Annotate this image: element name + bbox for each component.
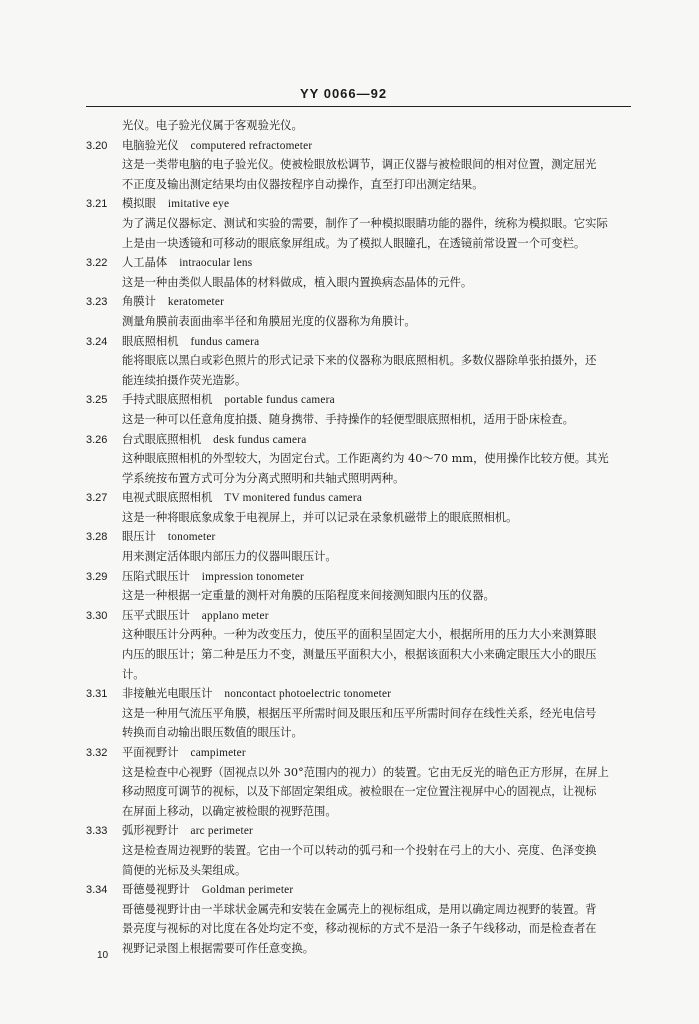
paragraph-text: 为了满足仪器标定、测试和实验的需要，制作了一种模拟眼睛功能的器件，统称为模拟眼。它实际 — [122, 216, 608, 230]
paragraph-text: 测量角膜前表面曲率半径和角膜屈光度的仪器称为角膜计。 — [122, 314, 416, 328]
term-english: computered refractometer — [190, 139, 313, 152]
paragraph-text: 这种眼底照相机的外型较大，为固定台式。工作距离约为 40～70 mm，使用操作比较方便。其光 — [122, 452, 609, 466]
term-english: noncontact photoelectric tonometer — [224, 688, 392, 701]
term-english: keratometer — [167, 296, 225, 309]
paragraph-text: 这种眼压计分两种。一种为改变压力，使压平的面积呈固定大小，根据所用的压力大小来测算眼 — [122, 628, 597, 642]
text-line — [86, 214, 646, 234]
term-chinese: 人工晶体 — [122, 256, 168, 270]
paragraph-text: 这是一种由类似人眼晶体的材料做成，植入眼内置换病态晶体的元件。 — [122, 275, 473, 289]
text-line — [86, 763, 646, 783]
term-english: Goldman perimeter — [201, 884, 294, 897]
term-english: fundus camera — [190, 335, 260, 348]
clause-number: 3.27 — [86, 492, 108, 505]
paragraph-text: 光仪。电子验光仪属于客观验光仪。 — [122, 119, 303, 132]
clause-number: 3.25 — [86, 394, 108, 407]
term-english: intraocular lens — [179, 257, 253, 270]
text-line — [86, 586, 646, 606]
paragraph-text: 哥德曼视野计由一半球状金属壳和安装在金属壳上的视标组成，是用以确定周边视野的装置。背 — [122, 902, 597, 916]
header-rule — [86, 106, 631, 107]
text-line — [86, 547, 646, 567]
text-line — [86, 312, 646, 332]
text-line — [86, 861, 646, 881]
text-line — [86, 508, 646, 528]
term-english: tonometer — [167, 531, 216, 544]
term-heading-line — [86, 253, 646, 273]
term-chinese: 角膜计 — [122, 295, 156, 309]
text-line — [86, 273, 646, 293]
clause-number: 3.21 — [86, 198, 108, 211]
clause-number: 3.29 — [86, 570, 108, 583]
text-line — [86, 410, 646, 430]
clause-number: 3.26 — [86, 433, 108, 446]
term-english: campimeter — [190, 747, 246, 759]
term-chinese: 平面视野计 — [122, 746, 179, 759]
text-line — [86, 469, 646, 489]
term-heading-line — [86, 527, 646, 547]
term-english: desk fundus camera — [213, 433, 307, 446]
text-line — [86, 723, 646, 743]
paragraph-text: 景亮度与视标的对比度在各处均定不变，移动视标的方式不是沿一条子午线移动，而是检查者在 — [122, 922, 597, 936]
paragraph-text: 转换而自动输出眼压数值的眼压计。 — [122, 726, 303, 740]
paragraph-text: 这是一种根据一定重量的测杆对角膜的压陷程度来间接测知眼内压的仪器。 — [122, 589, 495, 603]
text-line — [86, 704, 646, 724]
paragraph-text: 内压的眼压计；第二种是压力不变，测量压平面积大小，根据该面积大小来确定眼压大小的眼压 — [122, 648, 597, 662]
paragraph-text: 这是检查中心视野（固视点以外 30°范围内的视力）的装置。它由无反光的暗色正方形屏，在屏上 — [122, 765, 609, 779]
paragraph-text: 能将眼底以黑白或彩色照片的形式记录下来的仪器称为眼底照相机。多数仪器除单张拍摄外，还 — [122, 354, 597, 368]
text-line — [86, 371, 646, 391]
paragraph-text: 这是一类带电脑的电子验光仪。使被检眼放松调节，调正仪器与被检眼间的相对位置，测定屈光 — [122, 158, 597, 172]
clause-number: 3.32 — [86, 747, 108, 759]
term-chinese: 压平式眼压计 — [122, 608, 190, 622]
term-chinese: 手持式眼底照相机 — [122, 393, 213, 407]
term-chinese: 眼压计 — [122, 530, 156, 544]
text-line — [86, 841, 646, 861]
term-heading-line — [86, 194, 646, 214]
text-line — [86, 939, 646, 959]
paragraph-text: 不正度及输出测定结果均由仪器按程序自动操作，直至打印出测定结果。 — [122, 177, 484, 191]
text-line — [86, 919, 646, 939]
text-line — [86, 645, 646, 665]
text-line — [86, 116, 646, 136]
term-chinese: 压陷式眼压计 — [122, 569, 190, 583]
term-chinese: 哥德曼视野计 — [122, 883, 190, 897]
term-english: imitative eye — [167, 198, 230, 211]
text-line — [86, 665, 646, 685]
paragraph-text: 用来测定活体眼内部压力的仪器叫眼压计。 — [122, 550, 337, 564]
text-line — [86, 234, 646, 254]
text-line — [86, 449, 646, 469]
paragraph-text: 能连续拍摄作荧光造影。 — [122, 373, 247, 387]
term-chinese: 眼底照相机 — [122, 334, 179, 348]
term-heading-line — [86, 332, 646, 352]
term-chinese: 电视式眼底照相机 — [122, 491, 213, 505]
paragraph-text: 这是一种将眼底象成象于电视屏上，并可以记录在录象机磁带上的眼底照相机。 — [122, 510, 518, 524]
term-heading-line — [86, 743, 646, 763]
paragraph-text: 视野记录图上根据需要可作任意变换。 — [122, 941, 315, 955]
term-heading-line — [86, 880, 646, 900]
paragraph-text: 简便的光标及头架组成。 — [122, 863, 247, 877]
clause-number: 3.23 — [86, 296, 108, 309]
term-heading-line — [86, 136, 646, 156]
term-heading-line — [86, 292, 646, 312]
term-heading-line — [86, 684, 646, 704]
text-line — [86, 155, 646, 175]
term-english: TV monitered fundus camera — [224, 492, 363, 505]
term-heading-line — [86, 821, 646, 841]
clause-number: 3.34 — [86, 884, 108, 897]
paragraph-text: 上是由一块透镜和可移动的眼底象屏组成。为了模拟人眼瞳孔，在透镜前常设置一个可变栏。 — [122, 236, 586, 250]
text-line — [86, 802, 646, 822]
paragraph-text: 移动照度可调节的视标，以及下部固定架组成。被检眼在一定位置注视屏中心的固视点，让视标 — [122, 785, 597, 799]
term-chinese: 模拟眼 — [122, 197, 156, 211]
term-english: arc perimeter — [190, 825, 253, 838]
term-heading-line — [86, 430, 646, 450]
term-english: impression tonometer — [201, 570, 304, 583]
text-line — [86, 625, 646, 645]
term-chinese: 非接触光电眼压计 — [122, 687, 213, 701]
term-chinese: 电脑验光仪 — [122, 138, 179, 152]
term-heading-line — [86, 567, 646, 587]
paragraph-text: 计。 — [122, 667, 145, 681]
clause-number: 3.30 — [86, 609, 108, 622]
text-line — [86, 782, 646, 802]
page-number: 10 — [97, 950, 109, 961]
paragraph-text: 这是一种可以任意角度拍摄、随身携带、手持操作的轻便型眼底照相机，适用于卧床检查。 — [122, 412, 574, 426]
paragraph-text: 学系统按布置方式可分为分离式照明和共轴式照明两种。 — [122, 471, 405, 485]
standard-code-header: YY 0066—92 — [300, 86, 388, 101]
term-english: applano meter — [201, 609, 269, 622]
text-line — [86, 351, 646, 371]
term-heading-line — [86, 390, 646, 410]
text-line — [86, 900, 646, 920]
term-heading-line — [86, 606, 646, 626]
clause-number: 3.22 — [86, 257, 108, 270]
paragraph-text: 这是检查周边视野的装置。它由一个可以转动的弧弓和一个投射在弓上的大小、亮度、色泽变换 — [122, 843, 597, 857]
clause-number: 3.33 — [86, 825, 108, 838]
term-chinese: 台式眼底照相机 — [122, 432, 202, 446]
paragraph-text: 在屏面上移动，以确定被检眼的视野范围。 — [122, 804, 337, 818]
clause-number: 3.20 — [86, 139, 108, 152]
document-body — [86, 116, 646, 959]
clause-number: 3.31 — [86, 688, 108, 701]
clause-number: 3.28 — [86, 531, 108, 544]
text-line — [86, 175, 646, 195]
paragraph-text: 这是一种用气流压平角膜，根据压平所需时间及眼压和压平所需时间存在线性关系，经光电信号 — [122, 706, 597, 720]
term-heading-line — [86, 488, 646, 508]
term-english: portable fundus camera — [224, 394, 335, 407]
term-chinese: 弧形视野计 — [122, 824, 179, 838]
clause-number: 3.24 — [86, 335, 108, 348]
